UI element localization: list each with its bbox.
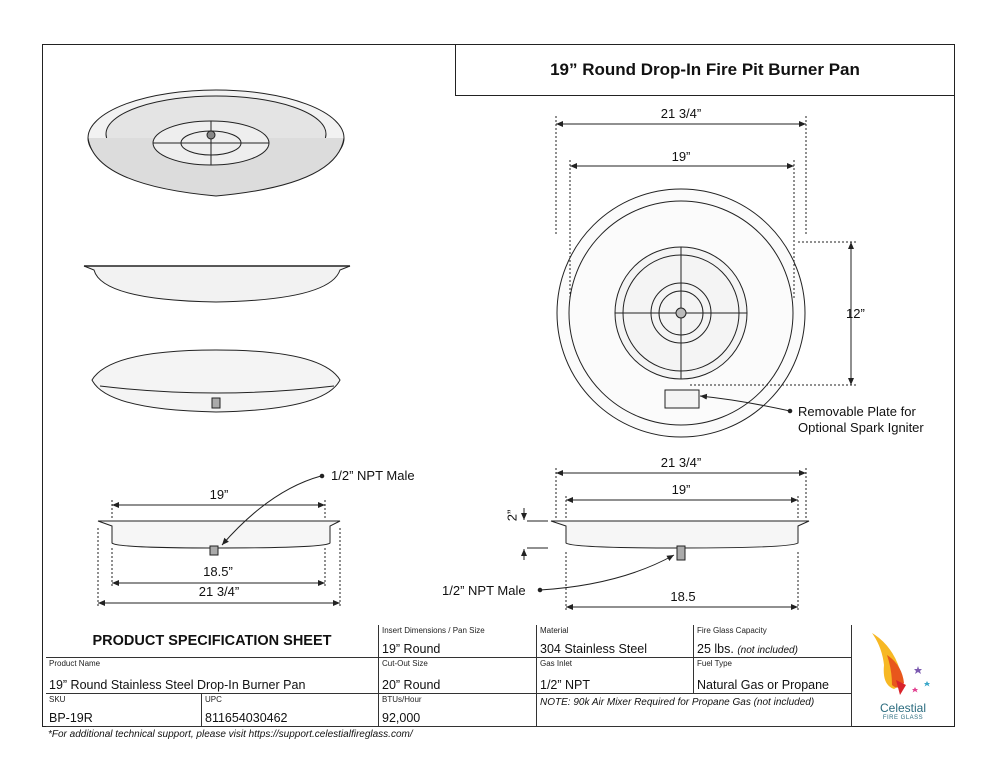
insert-cell	[379, 625, 537, 658]
product-value: 19” Round Stainless Steel Drop-In Burner Pan	[49, 678, 306, 692]
capacity-cell	[694, 625, 852, 658]
material-cell	[537, 625, 694, 658]
spec-title-cell	[46, 625, 379, 658]
brand-logo	[852, 625, 954, 727]
spec-sheet-title: PRODUCT SPECIFICATION SHEET	[92, 633, 332, 649]
npt-label-right: 1/2” NPT Male	[442, 583, 526, 598]
dim-top-outer: 21 3/4”	[660, 106, 702, 121]
cutout-caption: Cut-Out Size	[382, 659, 428, 668]
dim-side-left-bottom: 21 3/4”	[198, 584, 240, 599]
inlet-cell	[537, 658, 694, 694]
insert-caption: Insert Dimensions / Pan Size	[382, 626, 485, 635]
inlet-caption: Gas Inlet	[540, 659, 573, 668]
brand-sub: FIRE GLASS	[882, 715, 924, 721]
flame-icon	[852, 625, 954, 701]
product-cell	[46, 658, 379, 694]
btu-caption: BTUs/Hour	[382, 695, 422, 704]
upc-caption: UPC	[205, 695, 222, 704]
capacity-value-wrap	[697, 642, 798, 656]
plate-note-line2: Optional Spark Igniter	[798, 420, 924, 435]
fuel-caption: Fuel Type	[697, 659, 732, 668]
capacity-caption: Fire Glass Capacity	[697, 626, 767, 635]
dim-right-height: 12”	[846, 306, 865, 321]
btu-cell	[379, 694, 537, 727]
cutout-cell	[379, 658, 537, 694]
fuel-value: Natural Gas or Propane	[697, 678, 830, 692]
dim-side-left-top: 19”	[209, 487, 229, 502]
btu-value: 92,000	[382, 711, 421, 725]
material-caption: Material	[540, 626, 569, 635]
support-footer: *For additional technical support, please visit https://support.celestialfireglass.com/	[48, 729, 413, 740]
sku-value: BP-19R	[49, 711, 93, 725]
plan-view	[556, 116, 858, 437]
iso-pan-view	[88, 90, 344, 196]
product-caption: Product Name	[49, 659, 101, 668]
upc-value: 811654030462	[205, 711, 288, 725]
note-cell	[537, 694, 852, 727]
sku-caption: SKU	[49, 695, 66, 704]
propane-note: NOTE: 90k Air Mixer Required for Propane Gas (not included)	[540, 697, 815, 708]
plate-note-line1: Removable Plate for	[798, 404, 916, 419]
inlet-value: 1/2” NPT	[540, 678, 591, 692]
insert-value: 19” Round	[382, 642, 441, 656]
dim-top-inner: 19”	[671, 149, 691, 164]
upc-cell	[202, 694, 379, 727]
side-pan-view	[84, 266, 350, 302]
fuel-cell	[694, 658, 852, 694]
dim-side-right-height: 2”	[504, 509, 520, 522]
page-title-text: 19” Round Drop-In Fire Pit Burner Pan	[550, 60, 860, 79]
dim-side-right-bottom: 18.5	[670, 589, 696, 604]
dim-side-right-inner: 19”	[671, 482, 691, 497]
right-section-view	[524, 468, 809, 610]
dim-side-right-outer: 21 3/4”	[660, 455, 702, 470]
brand-name: Celestial	[879, 701, 927, 715]
capacity-value: 25 lbs.	[697, 642, 734, 656]
sku-cell	[46, 694, 202, 727]
npt-label-left: 1/2” NPT Male	[331, 468, 415, 483]
dim-side-left-mid: 18.5”	[203, 564, 233, 579]
capacity-note: (not included)	[737, 645, 798, 656]
bottom-pan-view	[92, 350, 340, 412]
cutout-value: 20” Round	[382, 678, 441, 692]
spec-table	[46, 625, 954, 727]
material-value: 304 Stainless Steel	[540, 642, 648, 656]
